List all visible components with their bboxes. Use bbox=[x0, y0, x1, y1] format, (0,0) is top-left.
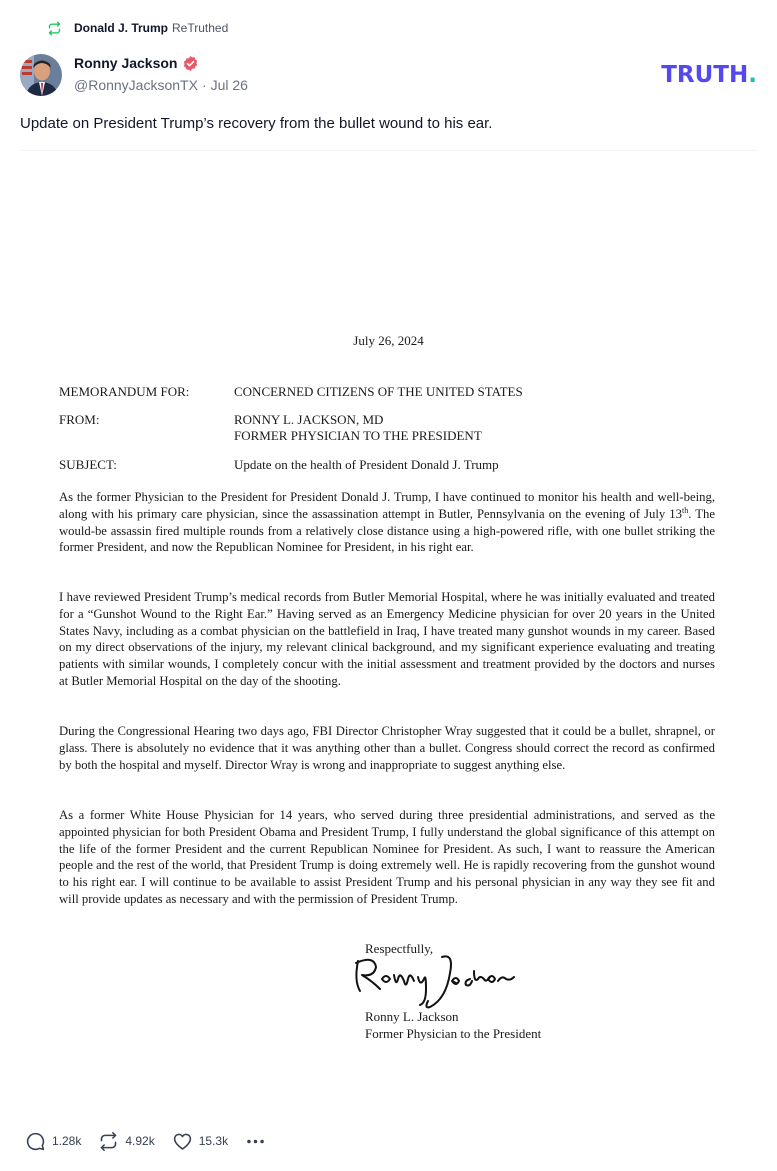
reply-count: 1.28k bbox=[52, 1134, 82, 1148]
heart-icon bbox=[172, 1131, 193, 1152]
memo-subject-value: Update on the health of President Donald J. Trump bbox=[234, 457, 499, 472]
like-button[interactable] bbox=[172, 1131, 228, 1152]
memo-signer-title: Former Physician to the President bbox=[365, 1025, 542, 1041]
memo-subject-label: SUBJECT: bbox=[59, 457, 117, 472]
more-options-button[interactable] bbox=[245, 1131, 266, 1152]
truth-social-logo bbox=[661, 62, 757, 88]
memo-paragraph-4: As a former White House Physician for 14 years, who served during three presidential administrations, and served as the appointed physician for both President Obama and President Trump, I fully understand the global significance of this attempt on the life of the former President and the current Republican Nominee for President. As such, I want to reassure the American people and the rest of the world, that President Trump is doing extremely well. He is rapidly recovering from the gunshot wound to his right ear. I will continue to be available to assist President Trump and his personal physician in any way they see fit and will provide updates as necessary and with the permission of President Trump. bbox=[59, 808, 715, 906]
memo-date: July 26, 2024 bbox=[353, 333, 424, 348]
reply-icon bbox=[25, 1131, 46, 1152]
more-icon bbox=[245, 1131, 266, 1152]
memo-p1-text-a: As the former Physician to the President for President Donald J. Trump, I have continued to monitor his health and well-being, along with his primary care physician, since the assassination attempt in Butler, Pennsylvania on the evening of July 13 bbox=[59, 490, 715, 521]
logo-text: TRUTH bbox=[661, 62, 749, 88]
memo-signer-block bbox=[365, 1009, 541, 1042]
avatar-image bbox=[20, 54, 62, 96]
retruth-icon bbox=[47, 21, 62, 36]
reply-button[interactable] bbox=[25, 1131, 81, 1152]
post-media[interactable] bbox=[20, 150, 757, 1119]
verified-badge-icon bbox=[182, 55, 199, 72]
memo-p1-text-b: . The would-be assassin fired multiple rounds from a relatively close distance using a high-powered rifle, with one bullet striking the former President, and now the Republican Nominee for President, in his right ear. bbox=[59, 506, 716, 555]
memo-from-value-1: RONNY L. JACKSON, MD bbox=[234, 412, 384, 427]
retruth-icon bbox=[98, 1131, 119, 1152]
memo-from-value-2: FORMER PHYSICIAN TO THE PRESIDENT bbox=[234, 428, 482, 443]
logo-dot: . bbox=[748, 62, 757, 88]
retruth-user-name[interactable]: Donald J. Trump bbox=[74, 21, 169, 35]
retruth-action-label: ReTruthed bbox=[172, 21, 229, 35]
memo-paragraph-1 bbox=[59, 489, 715, 556]
signature-image bbox=[350, 951, 520, 1013]
retruth-count: 4.92k bbox=[125, 1134, 155, 1148]
memo-document bbox=[20, 151, 757, 1119]
author-meta bbox=[74, 77, 248, 95]
avatar[interactable] bbox=[20, 54, 62, 96]
memo-p1-superscript: th bbox=[682, 505, 689, 515]
post-date[interactable]: Jul 26 bbox=[210, 77, 248, 93]
post-action-bar bbox=[25, 1130, 266, 1152]
author-handle[interactable]: @RonnyJacksonTX bbox=[74, 77, 198, 93]
memo-from-label: FROM: bbox=[59, 412, 100, 427]
meta-separator: · bbox=[201, 77, 207, 93]
memo-signer-name: Ronny L. Jackson bbox=[365, 1009, 459, 1024]
memo-memorandum-label: MEMORANDUM FOR: bbox=[59, 384, 190, 399]
post-text: Update on President Trump’s recovery from the bullet wound to his ear. bbox=[20, 115, 493, 132]
retruth-button[interactable] bbox=[98, 1131, 154, 1152]
memo-paragraph-3: During the Congressional Hearing two days ago, FBI Director Christopher Wray suggested that it could be a bullet, shrapnel, or glass. There is absolutely no evidence that it was anything other than a bullet. Congress should correct the record as confirmed by both the hospital and myself. Director Wray is wrong and inappropriate to suggest anything else. bbox=[59, 724, 715, 772]
memo-closing: Respectfully, bbox=[365, 941, 434, 956]
like-count: 15.3k bbox=[198, 1134, 229, 1148]
memo-paragraph-2: I have reviewed President Trump’s medical records from Butler Memorial Hospital, where he was initially evaluated and treated for a “Gunshot Wound to the Right Ear.” Having served as an Emergency Medicine physician for over 20 years in the United States Navy, including as a combat physician on the battlefield in Iraq, I have treated many gunshot wounds in my career. Based on my direct observations of the injury, my relevant clinical background, and my significant experience evaluating and treating patients with similar wounds, I completely concur with the initial assessment and treatment provided by the doctors and nurses at Butler Memorial Hospital on the day of the shooting. bbox=[59, 590, 715, 688]
retruth-banner bbox=[47, 18, 228, 38]
author-display-name[interactable]: Ronny Jackson bbox=[74, 55, 178, 71]
author-block bbox=[74, 53, 248, 95]
memo-memorandum-value: CONCERNED CITIZENS OF THE UNITED STATES bbox=[234, 384, 523, 399]
